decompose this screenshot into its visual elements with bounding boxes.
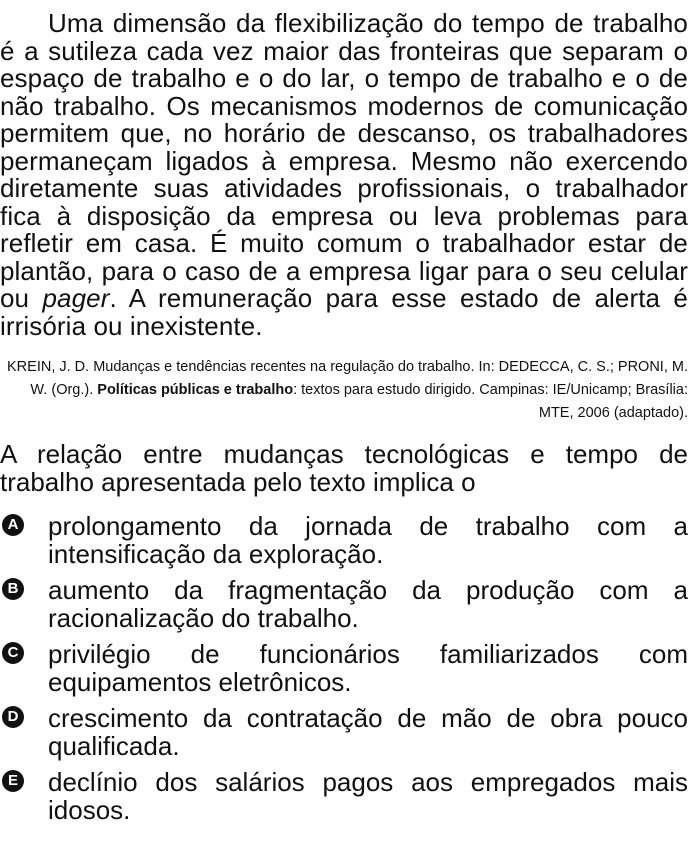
- option-c[interactable]: [0, 640, 688, 696]
- option-b[interactable]: [0, 576, 688, 632]
- question-stem: A relação entre mudanças tecnológicas e tempo de trabalho apresentada pelo texto implica o: [0, 439, 688, 497]
- citation-text: KREIN, J. D. Mudanças e tendências recentes na regulação do trabalho. In: DEDECCA, C. S.; PRONI, M. W. (Org.).: [7, 359, 688, 398]
- source-citation: [0, 356, 688, 425]
- option-a-letter-badge: A: [2, 514, 24, 536]
- passage-paragraph: [0, 10, 688, 340]
- option-d-letter-badge: D: [2, 706, 24, 728]
- option-c-text: privilégio de funcionários familiarizados com equipamentos eletrônicos.: [48, 639, 688, 697]
- citation-text-end: : textos para estudo dirigido. Campinas: IE/Unicamp; Brasília: MTE, 2006 (adaptado).: [293, 382, 688, 421]
- passage-italic-word: pager: [42, 283, 110, 313]
- option-d[interactable]: [0, 704, 688, 760]
- option-b-text: aumento da fragmentação da produção com a racionalização do trabalho.: [48, 575, 688, 633]
- passage-text: Uma dimensão da flexibilização do tempo de trabalho é a sutileza cada vez maior das fronteiras que separam o espaço de trabalho e o do lar, o tempo de trabalho e o de não trabalho. Os mecanismos modernos de comunicação permitem que, no horário de descanso, os trabalhadores permaneçam ligados à empresa. Mesmo não exercendo diretamente suas atividades profissionais, o trabalhador fica à disposição da empresa ou leva problemas para refletir em casa. É muito comum o trabalhador estar de plantão, para o caso de a empresa ligar para o seu celular ou: [0, 8, 688, 313]
- option-a-text: prolongamento da jornada de trabalho com a intensificação da exploração.: [48, 511, 688, 569]
- answer-options: [0, 512, 688, 824]
- citation-bold-title: Políticas públicas e trabalho: [97, 382, 294, 398]
- option-e[interactable]: [0, 768, 688, 824]
- passage-text-end: . A remuneração para esse estado de alerta é irrisória ou inexistente.: [0, 283, 688, 341]
- option-c-letter-badge: C: [2, 642, 24, 664]
- exam-question-page: [0, 10, 688, 832]
- option-e-text: declínio dos salários pagos aos empregados mais idosos.: [48, 767, 688, 825]
- option-e-letter-badge: E: [2, 770, 24, 792]
- option-a[interactable]: [0, 512, 688, 568]
- option-b-letter-badge: B: [2, 578, 24, 600]
- option-d-text: crescimento da contratação de mão de obra pouco qualificada.: [48, 703, 688, 761]
